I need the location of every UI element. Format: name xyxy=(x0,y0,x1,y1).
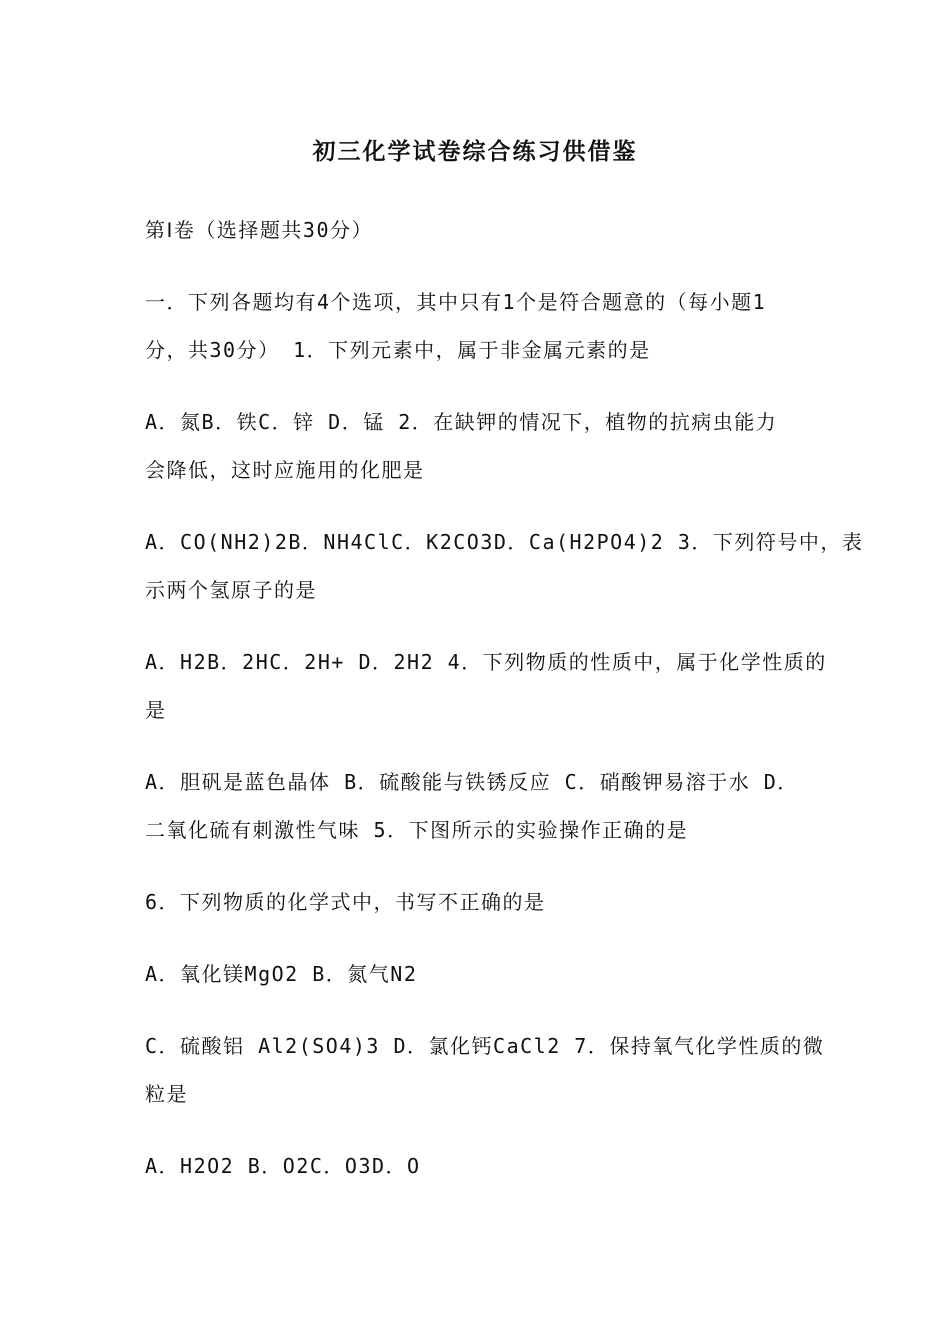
text-line: A．H2B．2HC．2H+ D．2H2 4．下列物质的性质中，属于化学性质的 xyxy=(145,650,827,674)
text-line: 一．下列各题均有4个选项，其中只有1个是符合题意的（每小题1 xyxy=(145,290,767,314)
text-line: 是 xyxy=(145,698,167,722)
page-title: 初三化学试卷综合练习供借鉴 xyxy=(312,139,638,165)
text-line: A．氮B．铁C．锌 D．锰 2．在缺钾的情况下，植物的抗病虫能力 xyxy=(145,410,778,434)
text-line: 6．下列物质的化学式中，书写不正确的是 xyxy=(145,890,546,914)
text-line: 分，共30分） 1．下列元素中，属于非金属元素的是 xyxy=(145,338,651,362)
text-line: C．硫酸铝 Al2(SO4)3 D．氯化钙CaCl2 7．保持氧气化学性质的微 xyxy=(145,1034,825,1058)
paragraph-question-7 xyxy=(145,1022,825,1118)
paragraph-section-header xyxy=(145,206,810,254)
paragraph-question-5 xyxy=(145,758,810,854)
text-line: A．氧化镁MgO2 B．氮气N2 xyxy=(145,962,418,986)
document-body xyxy=(145,206,864,1214)
paragraph-question-2 xyxy=(145,398,810,494)
paragraph-question-1 xyxy=(145,278,810,374)
text-line: 二氧化硫有刺激性气味 5．下图所示的实验操作正确的是 xyxy=(145,818,689,842)
text-line: A．H2O2 B．O2C．O3D．O xyxy=(145,1154,421,1178)
paragraph-question-6 xyxy=(145,878,810,926)
paragraph-options-7 xyxy=(145,1142,810,1190)
text-line: 示两个氢原子的是 xyxy=(145,578,317,602)
text-line: 第Ⅰ卷（选择题共30分） xyxy=(145,218,373,242)
paragraph-options-6a xyxy=(145,950,810,998)
text-line: 粒是 xyxy=(145,1082,188,1106)
paragraph-question-3 xyxy=(145,518,864,614)
text-line: 会降低，这时应施用的化肥是 xyxy=(145,458,425,482)
text-line: A．胆矾是蓝色晶体 B．硫酸能与铁锈反应 C．硝酸钾易溶于水 D． xyxy=(145,770,799,794)
text-line: A．CO(NH2)2B．NH4ClC．K2CO3D．Ca(H2PO4)2 3．下列符号中，表 xyxy=(145,530,864,554)
paragraph-question-4 xyxy=(145,638,827,734)
